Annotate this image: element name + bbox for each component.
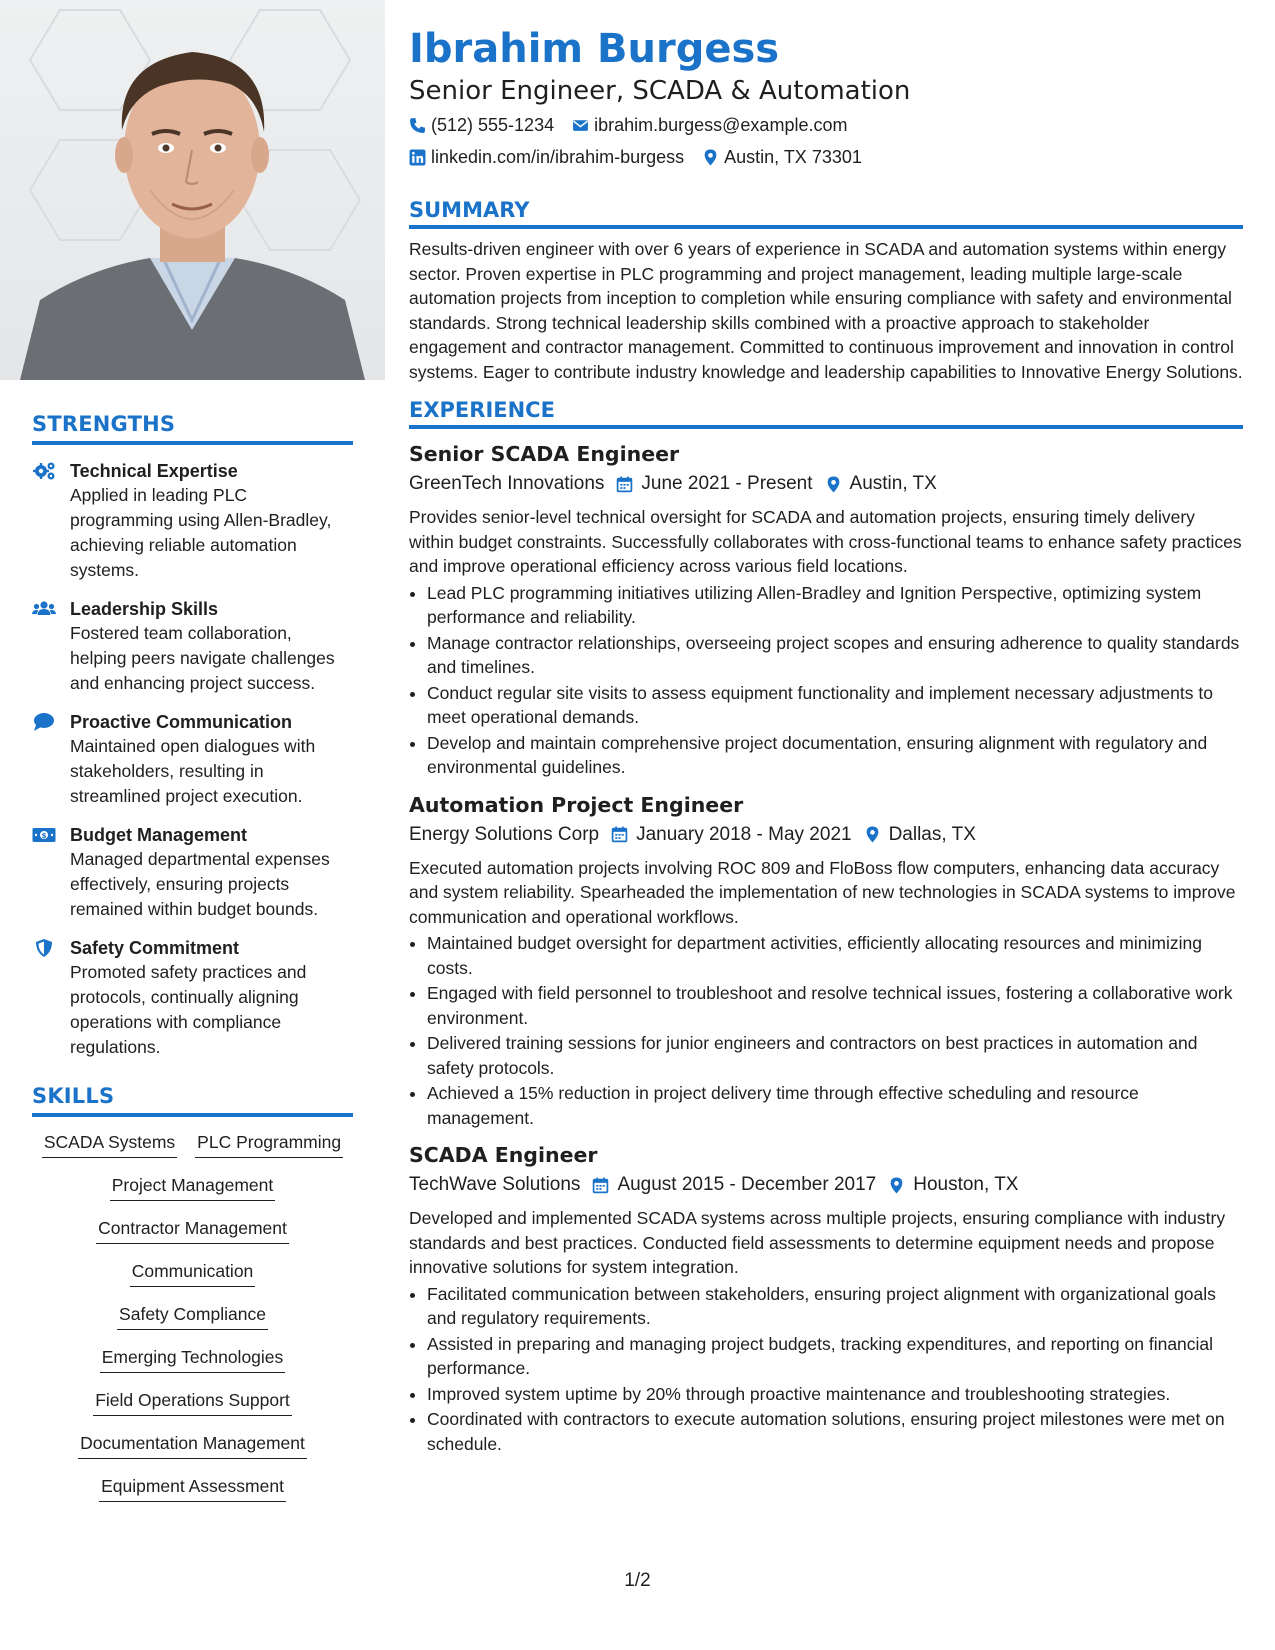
money-icon (32, 825, 56, 845)
right-column (409, 24, 1243, 1457)
skill-tag: Documentation Management (78, 1430, 307, 1459)
svg-text:$: $ (41, 831, 47, 840)
map-pin-icon (825, 476, 842, 493)
job-bullet: • Facilitated communication between stakeholders, ensuring project alignment with organizational goals and regulatory requirements. (427, 1282, 1243, 1331)
job-bullet: • Achieved a 15% reduction in project delivery time through effective scheduling and resource management. (427, 1081, 1243, 1130)
job-bullet: • Engaged with field personnel to troubleshoot and resolve technical issues, fostering a collaborative work environment. (427, 981, 1243, 1030)
job-location: Dallas, TX (888, 823, 976, 845)
strength-desc: Fostered team collaboration, helping peers navigate challenges and enhancing project success. (70, 623, 335, 693)
profile-photo (0, 0, 385, 380)
job-bullet: • Delivered training sessions for junior engineers and contractors on best practices in automation and safety protocols. (427, 1031, 1243, 1080)
skills-heading: SKILLS (32, 1084, 353, 1117)
skill-tag: Equipment Assessment (99, 1473, 286, 1502)
candidate-title: Senior Engineer, SCADA & Automation (409, 76, 911, 106)
linkedin-icon (409, 149, 426, 166)
linkedin-text[interactable]: linkedin.com/in/ibrahim-burgess (431, 147, 685, 167)
summary-heading: SUMMARY (409, 198, 1243, 229)
strength-desc: Managed departmental expenses effectively, ensuring projects remained within budget bounds. (70, 849, 330, 919)
map-pin-icon (702, 149, 719, 166)
map-pin-icon (888, 1177, 905, 1194)
job-entry (409, 439, 1243, 780)
job-entry (409, 790, 1243, 1131)
strengths-heading: STRENGTHS (32, 412, 353, 445)
strength-item (32, 823, 353, 922)
skill-tag: Emerging Technologies (100, 1344, 286, 1373)
job-summary: Developed and implemented SCADA systems across multiple projects, ensuring compliance with industry standards and best practices. Conducted field assessments to determine equipment needs and propose innovative solutions for system integration. (409, 1208, 1226, 1277)
job-title: Senior SCADA Engineer (409, 442, 680, 466)
job-bullet: • Develop and maintain comprehensive project documentation, ensuring alignment with regulatory and environmental guidelines. (427, 731, 1243, 780)
phone-icon (409, 117, 426, 134)
job-meta (409, 1170, 1243, 1200)
job-bullet: • Assisted in preparing and managing project budgets, tracking expenditures, and reporting on financial performance. (427, 1332, 1243, 1381)
left-content (32, 412, 353, 1516)
strength-item (32, 597, 353, 696)
job-bullet: • Coordinated with contractors to execute automation solutions, ensuring project milestones were met on schedule. (427, 1407, 1243, 1456)
job-bullet: • Lead PLC programming initiatives utilizing Allen-Bradley and Ignition Perspective, optimizing system performance and reliability. (427, 581, 1243, 630)
job-location: Houston, TX (913, 1174, 1019, 1195)
job-dates: June 2021 - Present (641, 473, 813, 494)
calendar-icon (592, 1177, 609, 1194)
strength-item (32, 936, 353, 1060)
left-column (0, 0, 385, 1650)
job-bullet: • Improved system uptime by 20% through proactive maintenance and troubleshooting strategies. (427, 1382, 1243, 1407)
summary-text: Results-driven engineer with over 6 years of experience in SCADA and automation systems within energy sector. Proven expertise in PLC programming and project management, leading multiple large-scale automation projects from inception to completion while ensuring compliance with safety and environmental standards. Strong technical leadership skills combined with a proactive approach to stakeholder engagement and contractor management. Committed to continuous improvement and innovation in control systems. Eager to contribute industry knowledge and leadership capabilities to Innovative Energy Solutions. (409, 239, 1243, 382)
strength-title: Proactive Communication (70, 712, 293, 732)
strength-item (32, 459, 353, 583)
job-bullet: • Conduct regular site visits to assess equipment functionality and implement necessary adjustments to meet operational demands. (427, 681, 1243, 730)
job-company: Energy Solutions Corp (409, 823, 600, 845)
strength-title: Budget Management (70, 825, 248, 845)
job-company: TechWave Solutions (409, 1174, 581, 1195)
email-text[interactable]: ibrahim.burgess@example.com (594, 115, 848, 135)
strength-desc: Applied in leading PLC programming using Allen-Bradley, achieving reliable automation systems. (70, 485, 332, 580)
strength-desc: Promoted safety practices and protocols, continually aligning operations with compliance regulations. (70, 962, 307, 1057)
skill-tag: SCADA Systems (42, 1129, 177, 1158)
gears-icon (32, 461, 56, 481)
contact-row (409, 110, 1243, 140)
linkedin-contact[interactable] (409, 142, 684, 172)
job-bullet: • Manage contractor relationships, overseeing project scopes and ensuring adherence to quality standards and timelines. (427, 631, 1243, 680)
calendar-icon (616, 476, 633, 493)
skill-tag: PLC Programming (195, 1129, 343, 1158)
shield-icon (32, 938, 56, 958)
skill-tag: Safety Compliance (117, 1301, 268, 1330)
email-contact[interactable] (572, 110, 847, 140)
chat-bubble-icon (32, 712, 56, 732)
job-meta (409, 469, 1243, 499)
location-contact (702, 142, 862, 172)
strength-title: Leadership Skills (70, 599, 219, 619)
job-company: GreenTech Innovations (409, 473, 605, 494)
phone-text: (512) 555-1234 (431, 115, 555, 135)
candidate-name: Ibrahim Burgess (409, 26, 780, 72)
experience-section (409, 398, 1243, 1456)
job-meta (409, 820, 1243, 850)
skill-tag: Field Operations Support (93, 1387, 292, 1416)
skills-list (32, 1129, 353, 1502)
job-title: SCADA Engineer (409, 1143, 598, 1167)
job-bullets (409, 581, 1243, 780)
job-entry (409, 1140, 1243, 1456)
users-icon (32, 599, 56, 619)
strength-title: Technical Expertise (70, 461, 238, 481)
envelope-icon (572, 117, 589, 134)
summary-section (409, 198, 1243, 384)
phone-contact (409, 110, 554, 140)
map-pin-icon (864, 826, 881, 843)
calendar-icon (611, 826, 628, 843)
job-dates: January 2018 - May 2021 (636, 823, 852, 845)
job-bullet: • Maintained budget oversight for department activities, efficiently allocating resources and minimizing costs. (427, 931, 1243, 980)
job-bullets (409, 1282, 1243, 1457)
skill-tag: Contractor Management (96, 1215, 289, 1244)
strength-title: Safety Commitment (70, 938, 240, 958)
profile-photo-illustration (0, 0, 385, 380)
strength-desc: Maintained open dialogues with stakeholders, resulting in streamlined project execution. (70, 736, 316, 806)
skill-tag: Communication (130, 1258, 256, 1287)
experience-heading: EXPERIENCE (409, 398, 1243, 429)
job-title: Automation Project Engineer (409, 792, 744, 817)
job-dates: August 2015 - December 2017 (617, 1174, 877, 1195)
page-number: 1/2 (624, 1570, 651, 1591)
job-summary: Executed automation projects involving ROC 809 and FloBoss flow computers, enhancing data accuracy and system reliability. Spearheaded the implementation of new technologies in SCADA systems to improve communication and operational workflows. (409, 857, 1236, 927)
job-summary: Provides senior-level technical oversight for SCADA and automation projects, ensuring timely delivery within budget constraints. Successfully collaborates with cross-functional teams to enhance safety practices and improve operational efficiency across various field locations. (409, 507, 1242, 576)
job-bullets (409, 931, 1243, 1130)
location-text: Austin, TX 73301 (724, 147, 862, 167)
strength-item (32, 710, 353, 809)
job-location: Austin, TX (849, 473, 937, 494)
contact-row (409, 142, 1243, 172)
skill-tag: Project Management (110, 1172, 275, 1201)
